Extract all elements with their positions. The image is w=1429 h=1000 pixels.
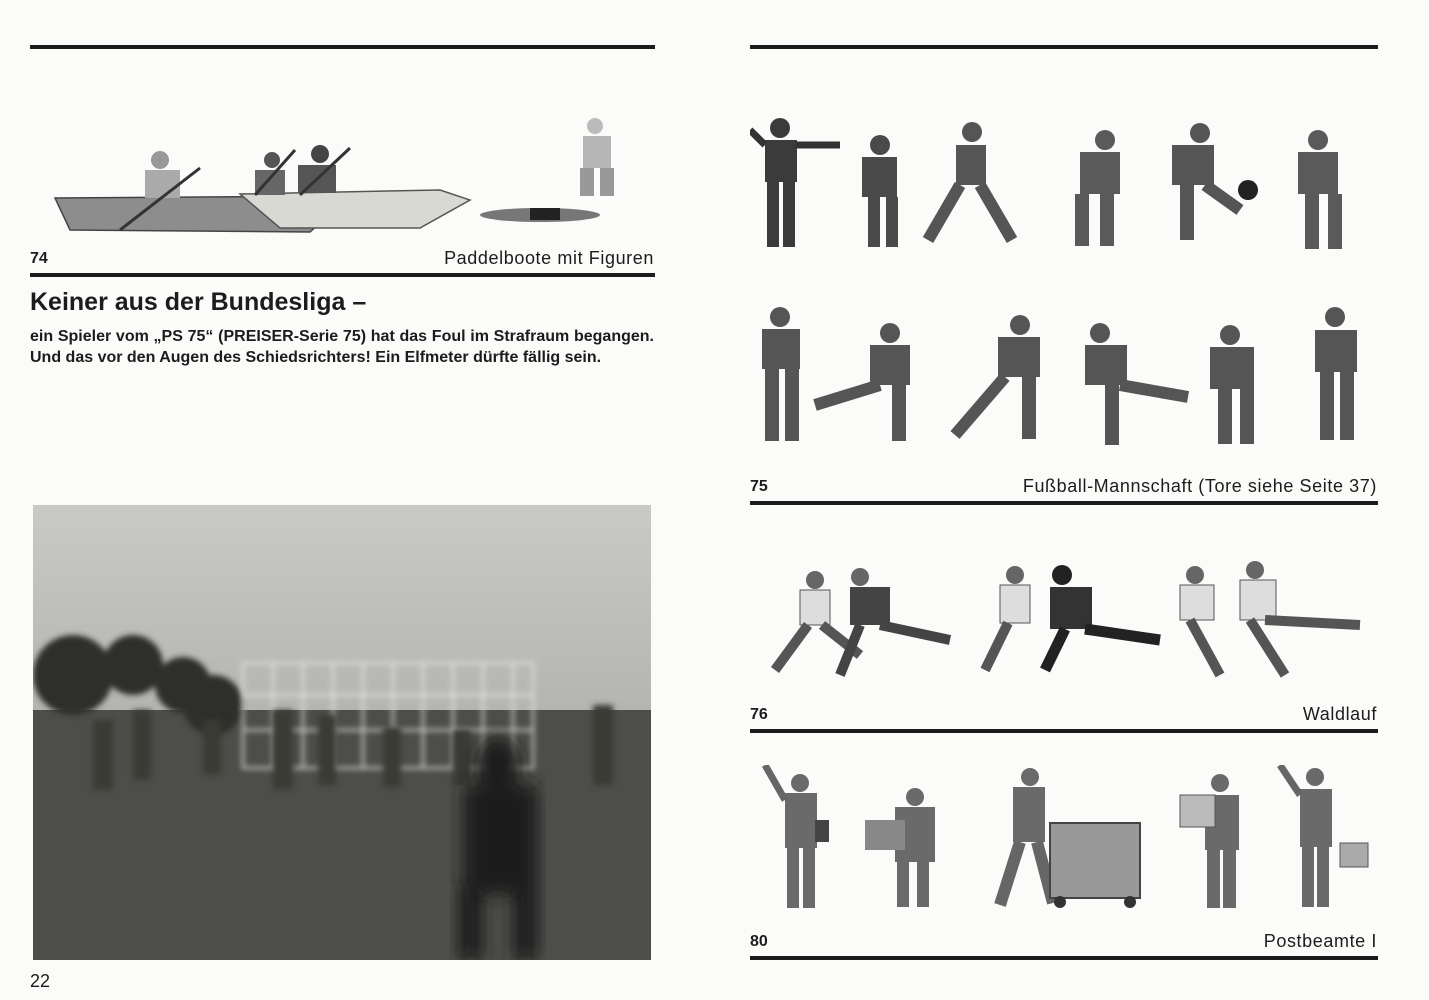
rule-below-74 (30, 273, 655, 277)
article-heading: Keiner aus der Bundesliga – (30, 288, 367, 316)
item-caption-75: Fußball-Mannschaft (Tore siehe Seite 37) (1022, 476, 1377, 496)
referee-and-players-illustration (750, 100, 1378, 252)
rule-below-80 (750, 956, 1378, 960)
item-caption-80: Postbeamte I (1263, 931, 1377, 951)
item-number-74: 74 (30, 250, 48, 267)
football-field-photo (33, 505, 651, 960)
boat-figures-illustration (50, 110, 630, 245)
football-team-illustration (740, 305, 1380, 450)
article-body: ein Spieler vom „PS 75“ (PREISER-Serie 75) hat das Foul im Strafraum begangen. Und das vor den Augen des Schiedsrichters! Ein Elfmeter dürfte fällig sein. (30, 328, 654, 366)
postal-workers-illustration (755, 765, 1378, 915)
forest-run-illustration (760, 535, 1378, 685)
item-number-80: 80 (750, 933, 768, 950)
rule-below-75 (750, 501, 1378, 505)
top-rule-right (750, 45, 1378, 49)
item-caption-76: Waldlauf (1302, 704, 1377, 724)
item-number-75: 75 (750, 478, 768, 495)
page-number: 22 (30, 971, 51, 991)
rule-below-76 (750, 729, 1378, 733)
item-number-76: 76 (750, 706, 768, 723)
top-rule-left (30, 45, 655, 49)
item-caption-74: Paddelboote mit Figuren (444, 248, 654, 268)
